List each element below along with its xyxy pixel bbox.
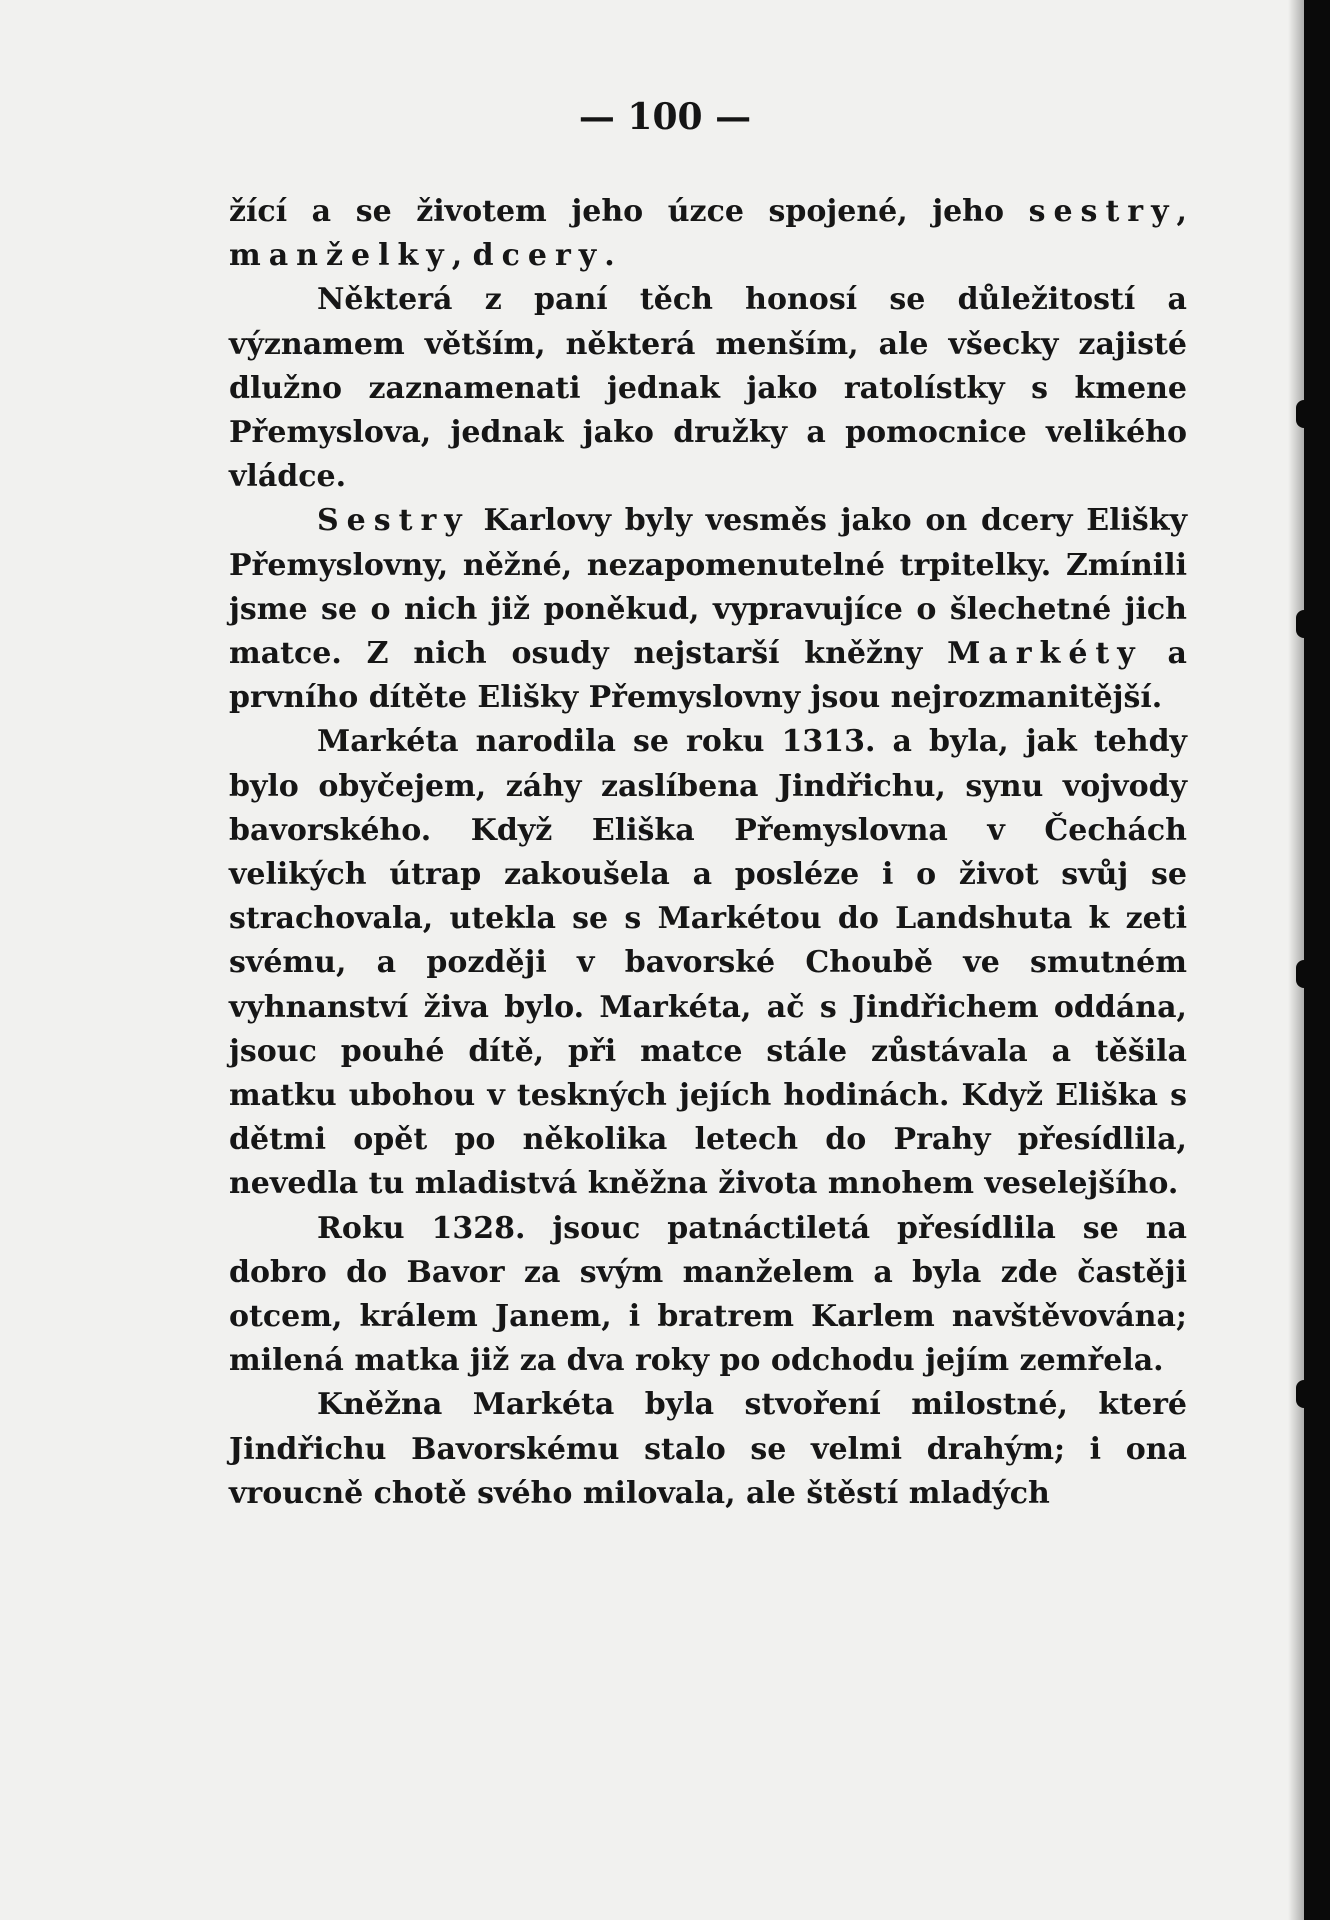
- paragraph: [229, 1383, 1187, 1516]
- text-run: Roku 1328. jsouc patnáctiletá přesídlila se na dobro do Bavor za svým manželem a byla zde častěji otcem, králem Janem, i bratrem Karlem navštěvována; milená matka již za dva roky po odchodu jejím zemřela.: [229, 1210, 1187, 1379]
- text-run: .: [604, 238, 615, 274]
- page-number: — 100 —: [578, 96, 752, 138]
- spaced-emphasis: manželky: [229, 238, 452, 274]
- paragraph: [229, 278, 1187, 499]
- paragraph: [229, 1207, 1187, 1384]
- text-run: Markéta narodila se roku 1313. a byla, jak tehdy bylo obyčejem, záhy zaslíbena Jindřichu, synu vojvody bavorského. Když Eliška Přemyslovna v Čechách velikých útrap zakoušela a posléze i o život svůj se strachovala, utekla se s Markétou do Landshuta k zeti svému, a později v bavorské Choubě ve smutném vyhnanství živa bylo. Markéta, ač s Jindřichem oddána, jsouc pouhé dítě, při matce stále zůstávala a těšila matku ubohou v teskných jejích hodinách. Když Eliška s dětmi opět po několika letech do Prahy přesídlila, nevedla tu mladistvá kněžna života mnohem veselejšího.: [229, 724, 1187, 1202]
- body-text: [229, 190, 1187, 1516]
- binding-notch: [1296, 960, 1312, 988]
- text-run: ,: [451, 238, 473, 274]
- paragraph: [229, 499, 1187, 720]
- binding-notch: [1296, 400, 1312, 428]
- binding-notch: [1296, 610, 1312, 638]
- text-run: ,: [1176, 194, 1187, 229]
- text-run: Kněžna Markéta byla stvoření milostné, které Jindřichu Bavorskému stalo se velmi drahým; i ona vroucně chotě svého milovala, ale štěstí mladých: [229, 1387, 1187, 1511]
- text-run: žící a se životem jeho úzce spojené, jeho: [229, 194, 1029, 229]
- spaced-emphasis: dcery: [472, 238, 605, 274]
- text-run: a prvního dítěte Elišky Přemyslovny jsou nejrozmanitější.: [229, 636, 1187, 716]
- spaced-emphasis: sestry: [1028, 194, 1177, 229]
- spaced-emphasis: Markéty: [947, 636, 1143, 672]
- text-run: Některá z paní těch honosí se důležitostí a významem větším, některá menším, ale všecky zajisté dlužno zaznamenati jednak jako ratolístky s kmene Přemyslova, jednak jako družky a pomocnice velikého vládce.: [229, 282, 1187, 495]
- binding-notch: [1296, 1380, 1312, 1408]
- paragraph: [229, 720, 1187, 1206]
- paragraph: [229, 190, 1187, 278]
- spaced-emphasis: Sestry: [317, 503, 470, 539]
- text-run: Karlovy byly vesměs jako on dcery Elišky Přemyslovny, něžné, nezapomenutelné trpitelky. Zmínili jsme se o nich již poněkud, vypravujíce o šlechetné jich matce. Z nich osudy nejstarší kněžny: [229, 503, 1187, 672]
